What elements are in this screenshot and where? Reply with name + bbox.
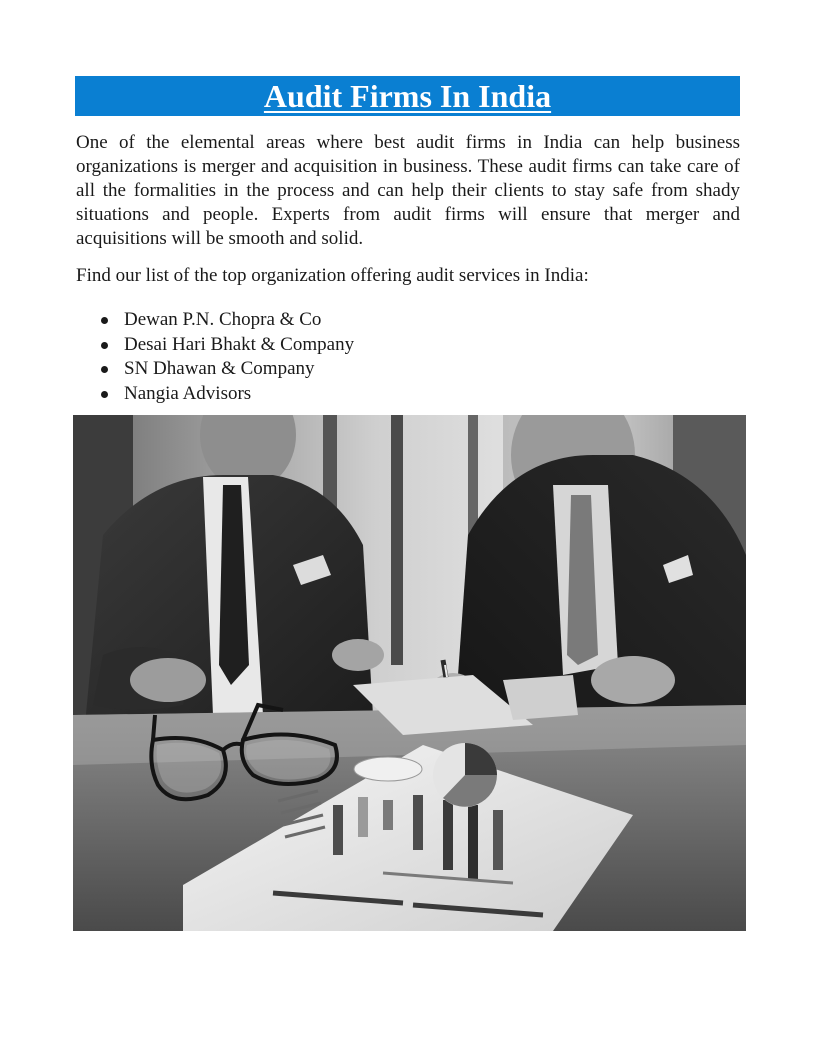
firm-name: Dewan P.N. Chopra & Co xyxy=(124,309,322,330)
list-item xyxy=(76,357,354,382)
list-item xyxy=(76,382,354,407)
firm-name: Nangia Advisors xyxy=(124,382,252,404)
title-banner xyxy=(75,76,740,116)
list-item xyxy=(76,333,354,358)
list-lead-text: Find our list of the top organization offering audit services in India: xyxy=(76,265,589,286)
list-item xyxy=(76,308,354,333)
bullet-icon xyxy=(101,342,108,349)
firm-name: SN Dhawan & Company xyxy=(124,358,315,379)
intro-paragraph: One of the elemental areas where best audit firms in India can help business organizations is merger and acquisition in business. These audit firms can take care of all the formalities in the process and can help their clients to stay safe from shady situations and people. Experts from audit firms will ensure that merger and acquisitions will be smooth and solid. xyxy=(76,132,740,249)
bullet-icon xyxy=(101,391,108,398)
firm-list xyxy=(76,308,354,406)
firm-name: Desai Hari Bhakt & Company xyxy=(124,333,355,355)
bullet-icon xyxy=(101,366,108,373)
business-meeting-photo xyxy=(73,415,746,931)
page-title-link[interactable]: Audit Firms In India xyxy=(263,78,552,114)
bullet-icon xyxy=(101,317,108,324)
